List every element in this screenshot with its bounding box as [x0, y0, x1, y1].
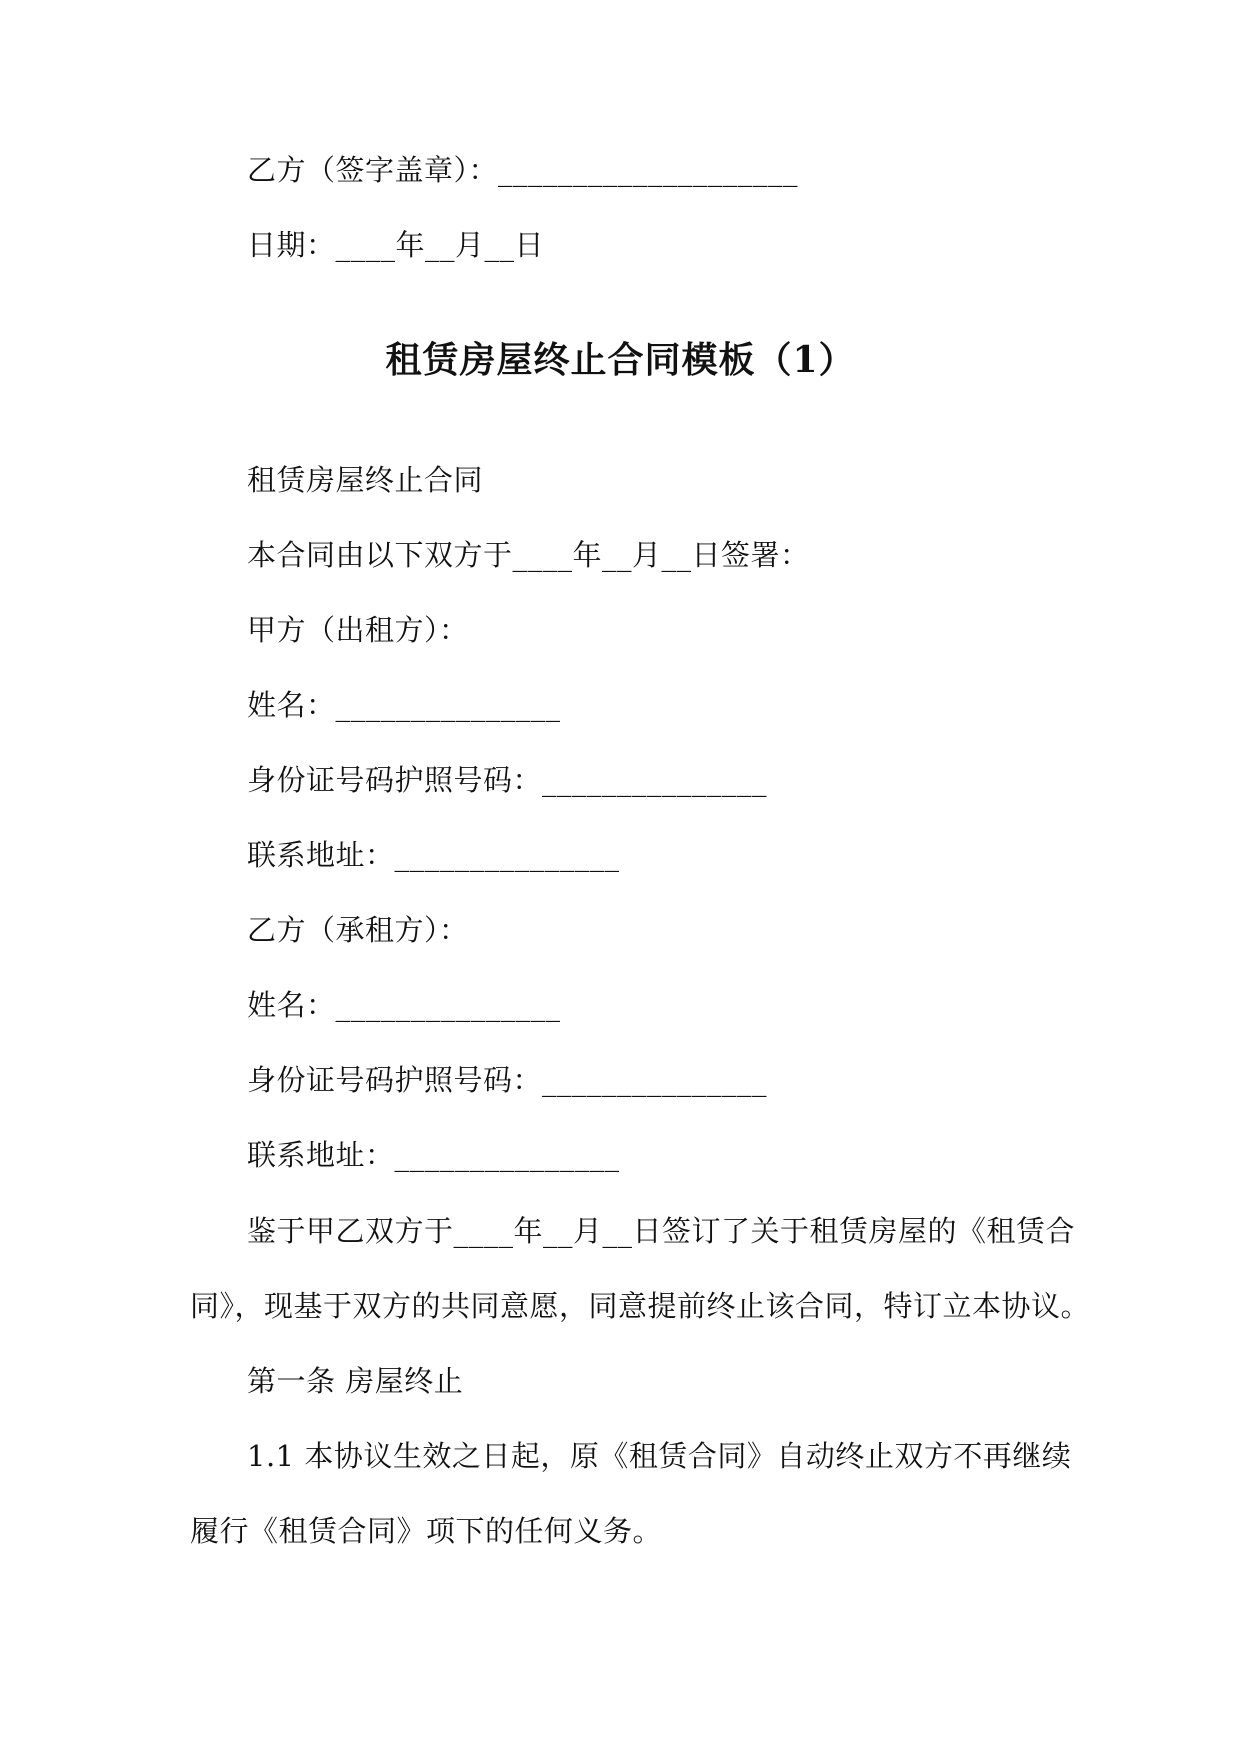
- signing-intro: 本合同由以下双方于____年__月__日签署：: [247, 538, 810, 572]
- party-b-id: 身份证号码护照号码：_______________: [247, 1063, 768, 1097]
- clause-1-1-line-2: 履行《租赁合同》项下的任何义务。: [190, 1514, 663, 1548]
- whereas-paragraph-line-2: 同》，现基于双方的共同意愿，同意提前终止该合同，特订立本协议。: [190, 1289, 1091, 1323]
- signature-date-line: 日期：____年__月__日: [247, 228, 545, 262]
- party-b-signature-line: 乙方（签字盖章）：____________________: [247, 153, 799, 187]
- party-a-name: 姓名：_______________: [247, 688, 561, 722]
- document-title: 租赁房屋终止合同模板（1）: [385, 339, 856, 381]
- whereas-paragraph-line-1: 鉴于甲乙双方于____年__月__日签订了关于租赁房屋的《租赁合: [247, 1214, 1076, 1248]
- party-a-id: 身份证号码护照号码：_______________: [247, 763, 768, 797]
- party-b-address: 联系地址：_______________: [247, 1138, 620, 1172]
- clause-1-1-line-1: 1.1 本协议生效之日起，原《租赁合同》自动终止双方不再继续: [247, 1439, 1072, 1473]
- contract-name: 租赁房屋终止合同: [247, 463, 484, 497]
- party-a-heading: 甲方（出租方）：: [247, 613, 469, 647]
- article-1-heading: 第一条 房屋终止: [247, 1364, 464, 1398]
- party-b-heading: 乙方（承租方）：: [247, 913, 469, 947]
- party-b-name: 姓名：_______________: [247, 988, 561, 1022]
- party-a-address: 联系地址：_______________: [247, 838, 620, 872]
